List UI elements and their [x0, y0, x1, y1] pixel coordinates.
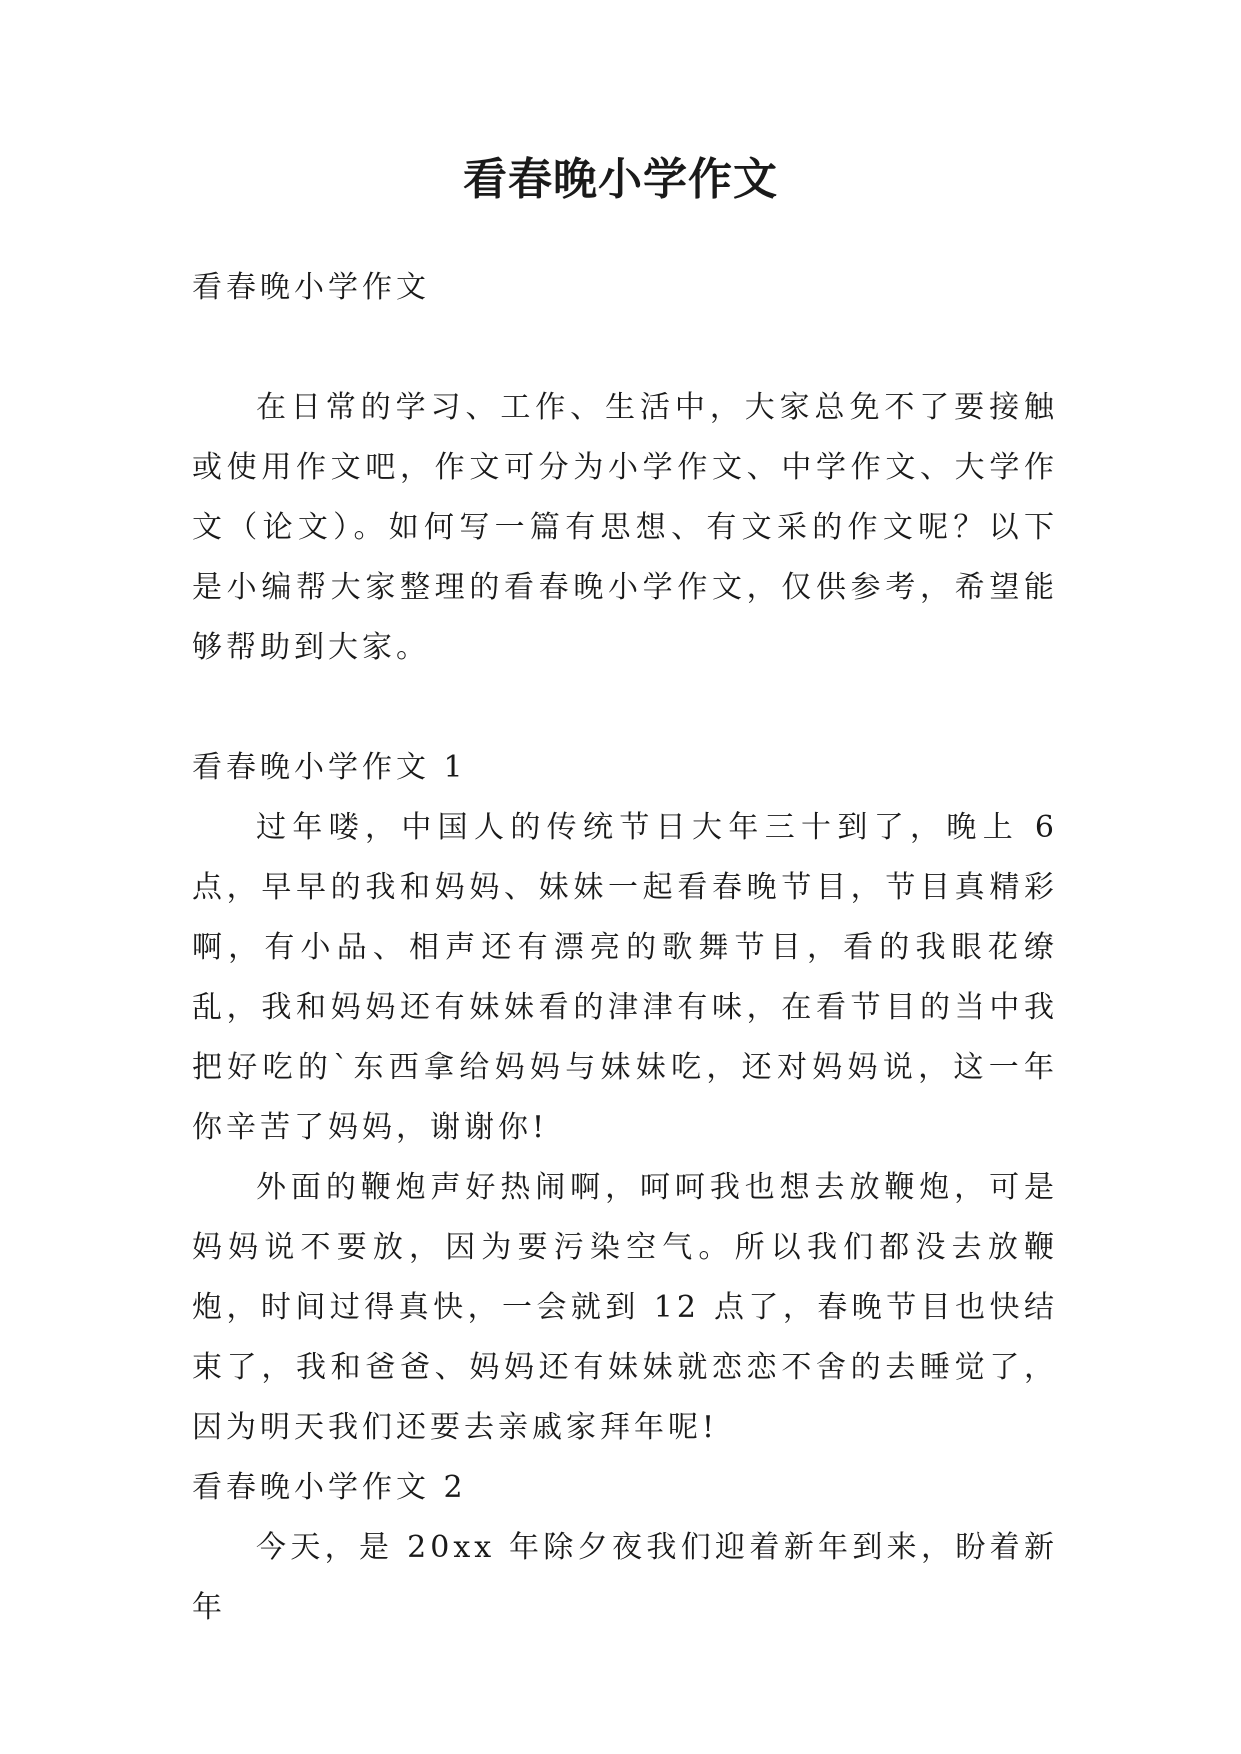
- document-subtitle: 看春晚小学作文: [192, 270, 430, 305]
- section-2: [192, 1458, 1058, 1638]
- section-heading: 看春晚小学作文 2: [192, 1470, 467, 1505]
- document-body: [192, 258, 1058, 1638]
- section-1: [192, 738, 1058, 1458]
- section-heading: 看春晚小学作文 1: [192, 750, 467, 785]
- section-paragraph: 过年喽，中国人的传统节日大年三十到了，晚上 6 点，早早的我和妈妈、妹妹一起看春晚节目，节目真精彩啊，有小品、相声还有漂亮的歌舞节目，看的我眼花缭乱，我和妈妈还有妹妹看的津津有味，在看节目的当中我把好吃的`东西拿给妈妈与妹妹吃，还对妈妈说，这一年你辛苦了妈妈，谢谢你!: [192, 810, 1058, 1145]
- intro-paragraph: 在日常的学习、工作、生活中，大家总免不了要接触或使用作文吧，作文可分为小学作文、中学作文、大学作文（论文）。如何写一篇有思想、有文采的作文呢？以下是小编帮大家整理的看春晚小学作文，仅供参考，希望能够帮助到大家。: [192, 390, 1058, 665]
- section-paragraph: 今天，是 20xx 年除夕夜我们迎着新年到来，盼着新年: [192, 1530, 1058, 1625]
- document-title: 看春晚小学作文: [463, 154, 778, 205]
- section-paragraph: 外面的鞭炮声好热闹啊，呵呵我也想去放鞭炮，可是妈妈说不要放，因为要污染空气。所以我们都没去放鞭炮，时间过得真快，一会就到 12 点了，春晚节目也快结束了，我和爸爸、妈妈还有妹妹就恋恋不舍的去睡觉了，因为明天我们还要去亲戚家拜年呢!: [192, 1170, 1058, 1445]
